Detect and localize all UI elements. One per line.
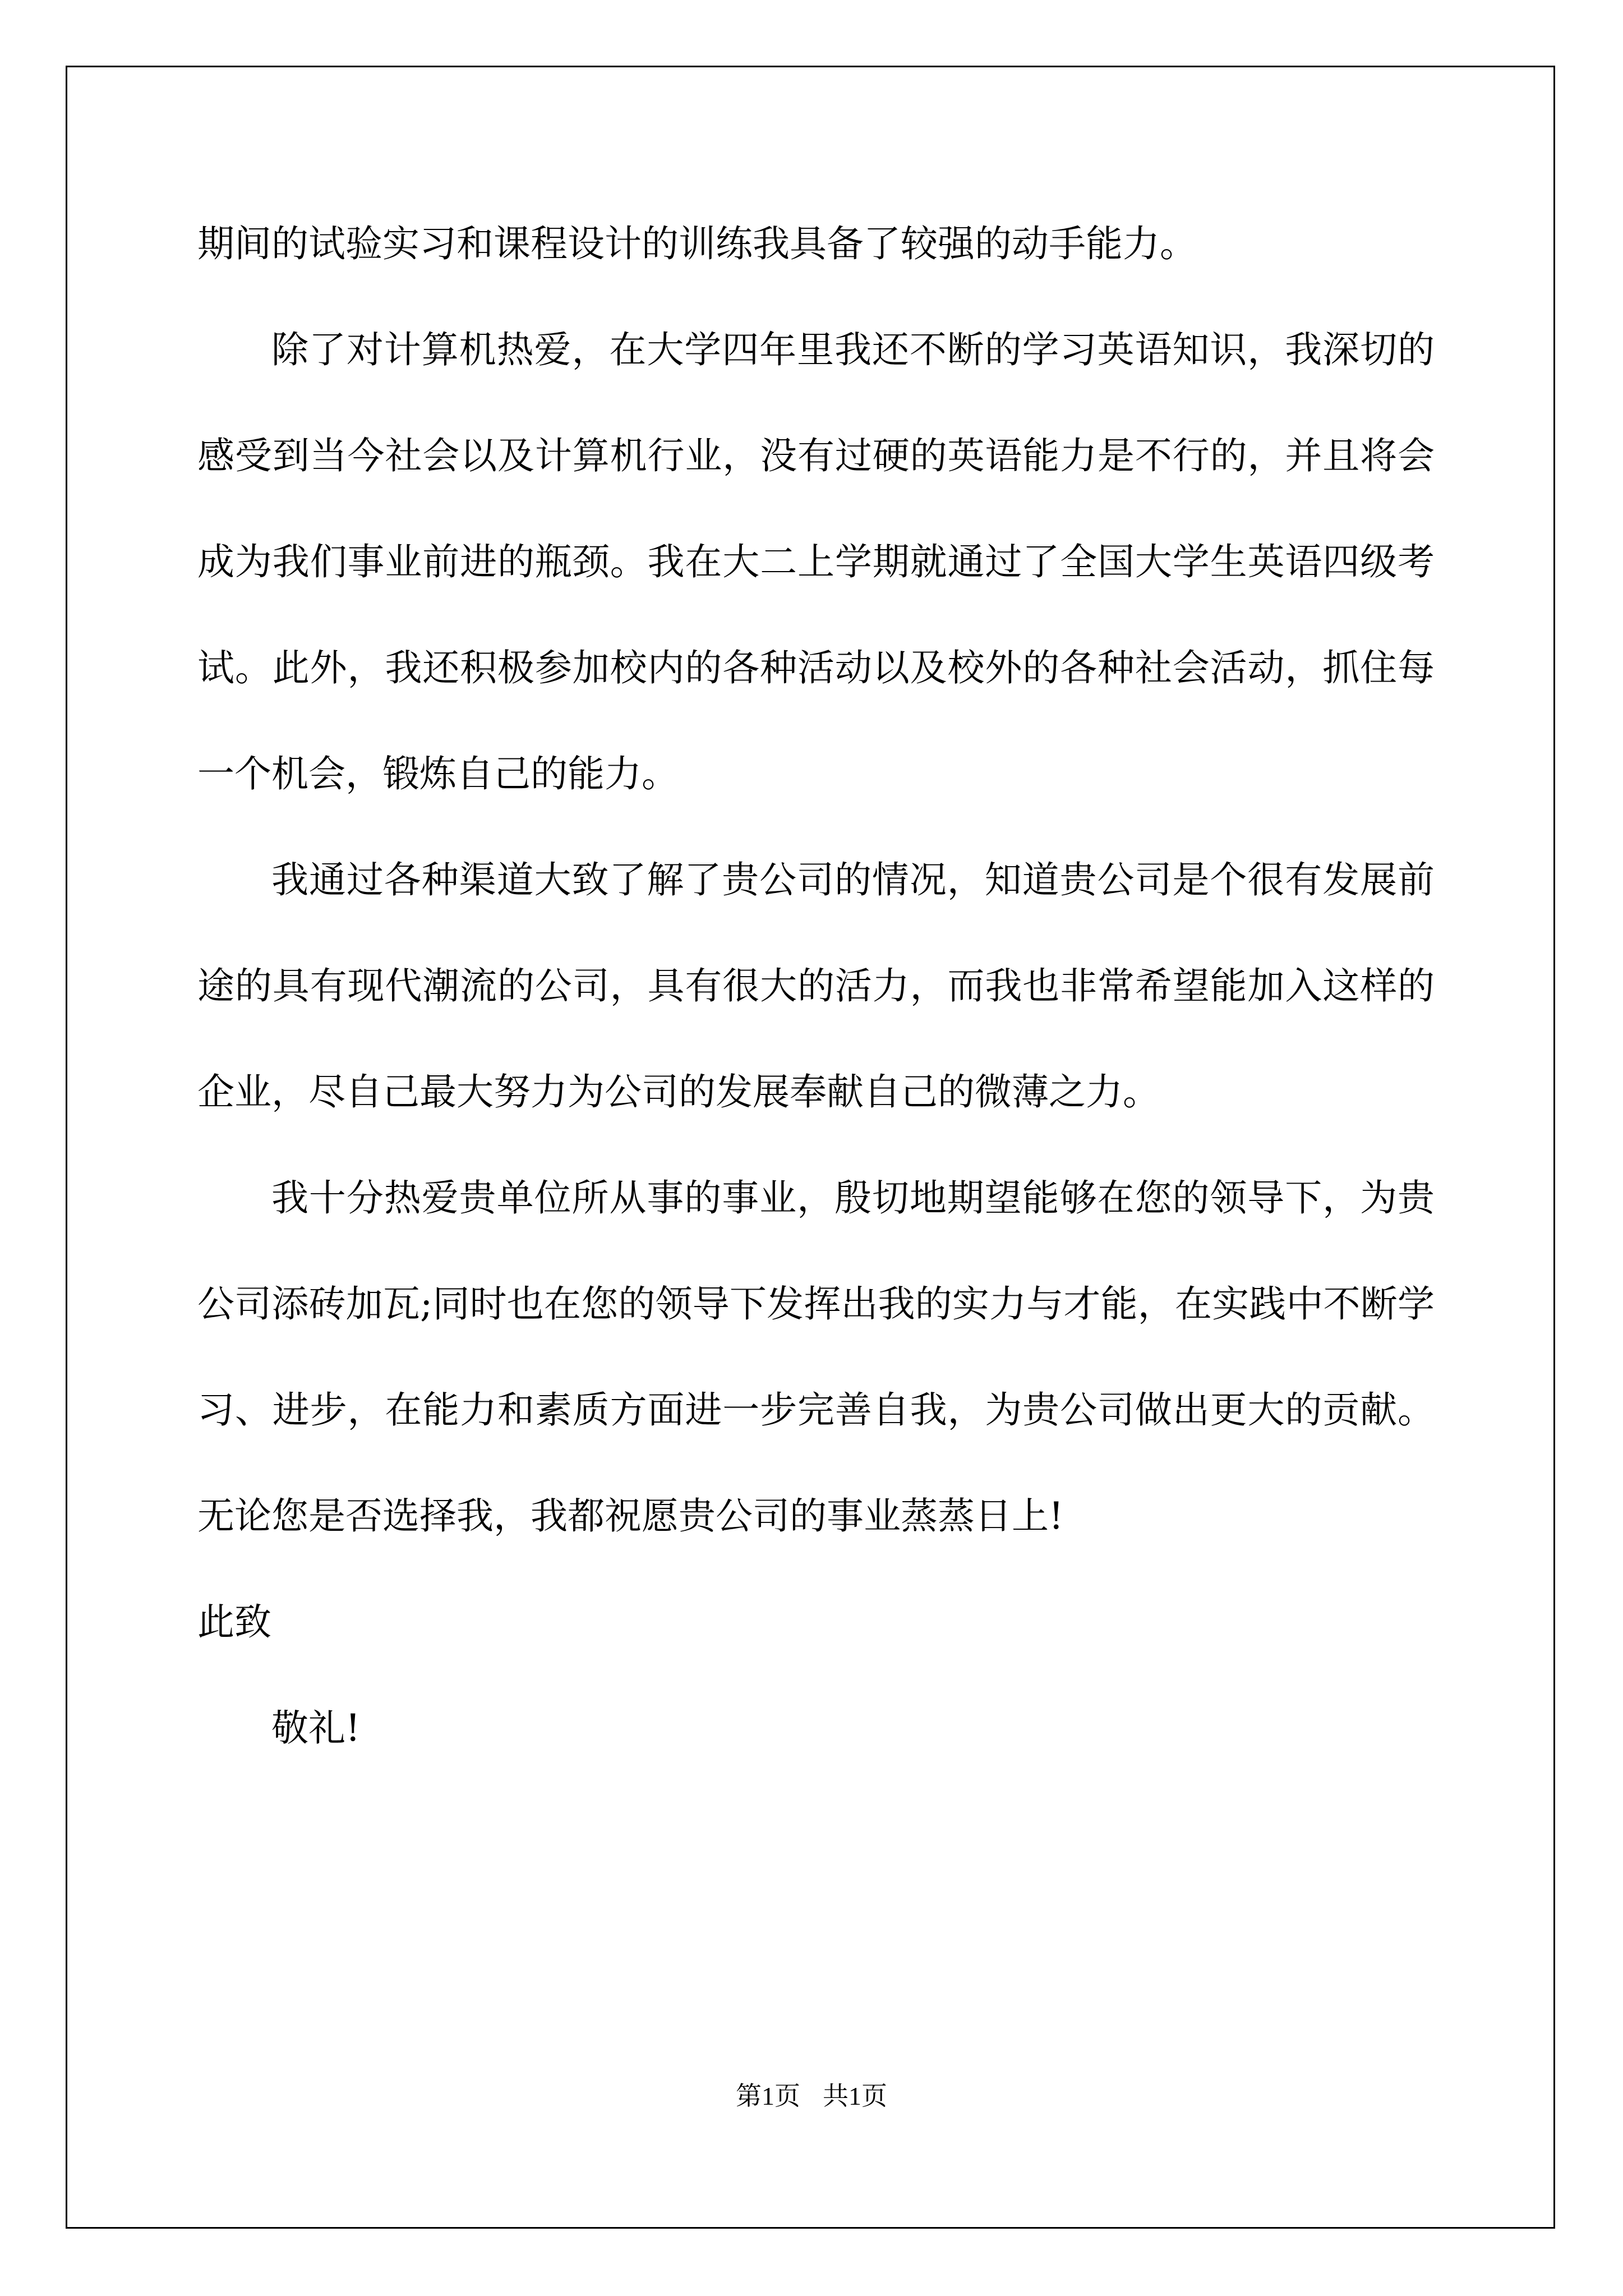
salutation-line: 敬礼! bbox=[271, 1706, 361, 1750]
page-footer bbox=[0, 2076, 1623, 2113]
page-total: 共1页 bbox=[823, 2082, 887, 2110]
page-number: 第1页 bbox=[736, 2082, 800, 2110]
paragraph-2: 除了对计算机热爱，在大学四年里我还不断的学习英语知识，我深切的感受到当今社会以及计算机行业，没有过硬的英语能力是不行的，并且将会成为我们事业前进的瓶颈。我在大二上学期就通过了全国大学生英语四级考试。此外，我还积极参加校内的各种活动以及校外的各种社会活动，抓住每一个机会，锻炼自己的能力。 bbox=[197, 328, 1435, 795]
paragraph-3: 我通过各种渠道大致了解了贵公司的情况，知道贵公司是个很有发展前途的具有现代潮流的公司，具有很大的活力，而我也非常希望能加入这样的企业，尽自己最大努力为公司的发展奉献自己的微薄之力。 bbox=[197, 858, 1435, 1114]
paragraph-1: 期间的试验实习和课程设计的训练我具备了较强的动手能力。 bbox=[197, 222, 1197, 265]
closing-line: 此致 bbox=[197, 1600, 271, 1644]
paragraph-4: 我十分热爱贵单位所从事的事业，殷切地期望能够在您的领导下，为贵公司添砖加瓦;同时也在您的领导下发挥出我的实力与才能，在实践中不断学习、进步，在能力和素质方面进一步完善自我，为贵公司做出更大的贡献。无论您是否选择我，我都祝愿贵公司的事业蒸蒸日上! bbox=[197, 1176, 1435, 1538]
letter-body bbox=[197, 191, 1435, 1781]
